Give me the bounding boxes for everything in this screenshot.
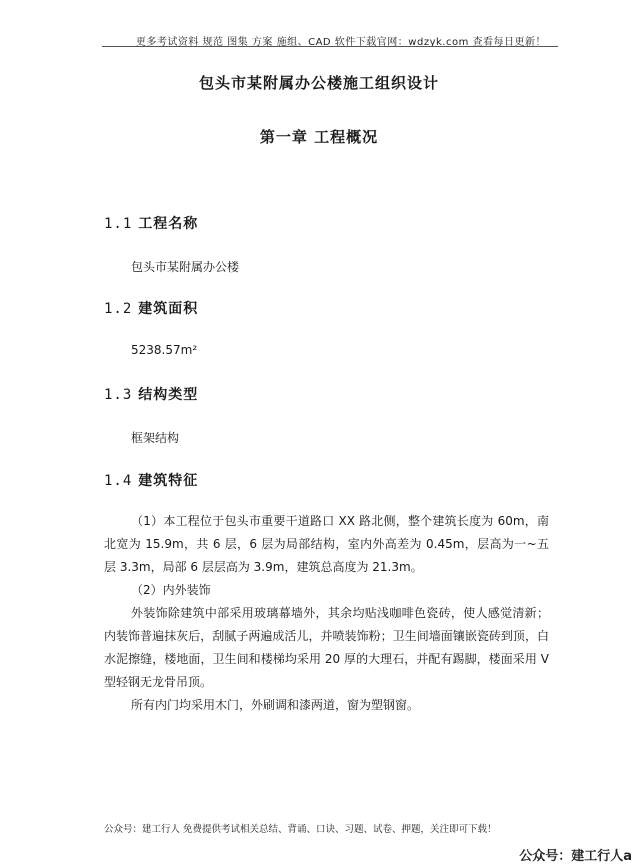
section-heading-1-1 [104, 213, 198, 233]
section-title: 建筑面积 [138, 301, 199, 317]
section-content-1-2: 5238.57m² [131, 343, 198, 357]
header-note: 更多考试资料 规范 图集 方案 施组、CAD 软件下载官网：wdzyk.com 查看每日更新！ [135, 37, 546, 48]
section-content-1-1: 包头市某附属办公楼 [131, 260, 240, 274]
footer-note: 公众号：建工行人 免费提供考试相关总结、背诵、口诀、习题、试卷、押题，关注即可下载！ [104, 824, 497, 835]
section-heading-1-3 [104, 384, 198, 404]
feature-description [104, 510, 549, 717]
watermark: 公众号：建工行人a [519, 849, 632, 864]
section-title: 工程名称 [138, 216, 199, 232]
feature-subheading-decoration: （2）内外装饰 [131, 583, 211, 597]
section-title: 结构类型 [138, 387, 199, 403]
section-number: 1.2 [104, 301, 133, 317]
section-heading-1-2 [104, 298, 198, 318]
section-title: 建筑特征 [138, 473, 199, 489]
section-number: 1.3 [104, 387, 133, 403]
feature-paragraph-doors: 所有内门均采用木门，外刷调和漆两道，窗为塑钢窗。 [131, 698, 420, 712]
chapter-title: 第一章 工程概况 [259, 128, 379, 146]
header-divider [102, 46, 558, 47]
document-title: 包头市某附属办公楼施工组织设计 [198, 74, 439, 92]
section-number: 1.1 [104, 216, 133, 232]
section-content-1-3: 框架结构 [131, 431, 180, 445]
feature-paragraph-location: （1）本工程位于包头市重要干道路口 XX 路北侧，整个建筑长度为 60m，南北宽为 15.9m，共 6 层，6 层为局部结构，室内外高差为 0.45m，层高为一~五层 3.3m，局部 6 层层高为 3.9m，建筑总高度为 21.3m。 [104, 514, 549, 574]
feature-paragraph-decoration: 外装饰除建筑中部采用玻璃幕墙外，其余均贴浅咖啡色瓷砖，使人感觉清新；内装饰普遍抹灰后，刮腻子两遍成活儿，并喷装饰粉；卫生间墙面镶嵌瓷砖到顶，白水泥擦缝，楼地面，卫生间和楼梯均采用 20 厚的大理石，并配有踢脚，楼面采用 V 型轻钢无龙骨吊顶。 [104, 606, 549, 689]
section-heading-1-4 [104, 470, 198, 490]
section-number: 1.4 [104, 473, 133, 489]
